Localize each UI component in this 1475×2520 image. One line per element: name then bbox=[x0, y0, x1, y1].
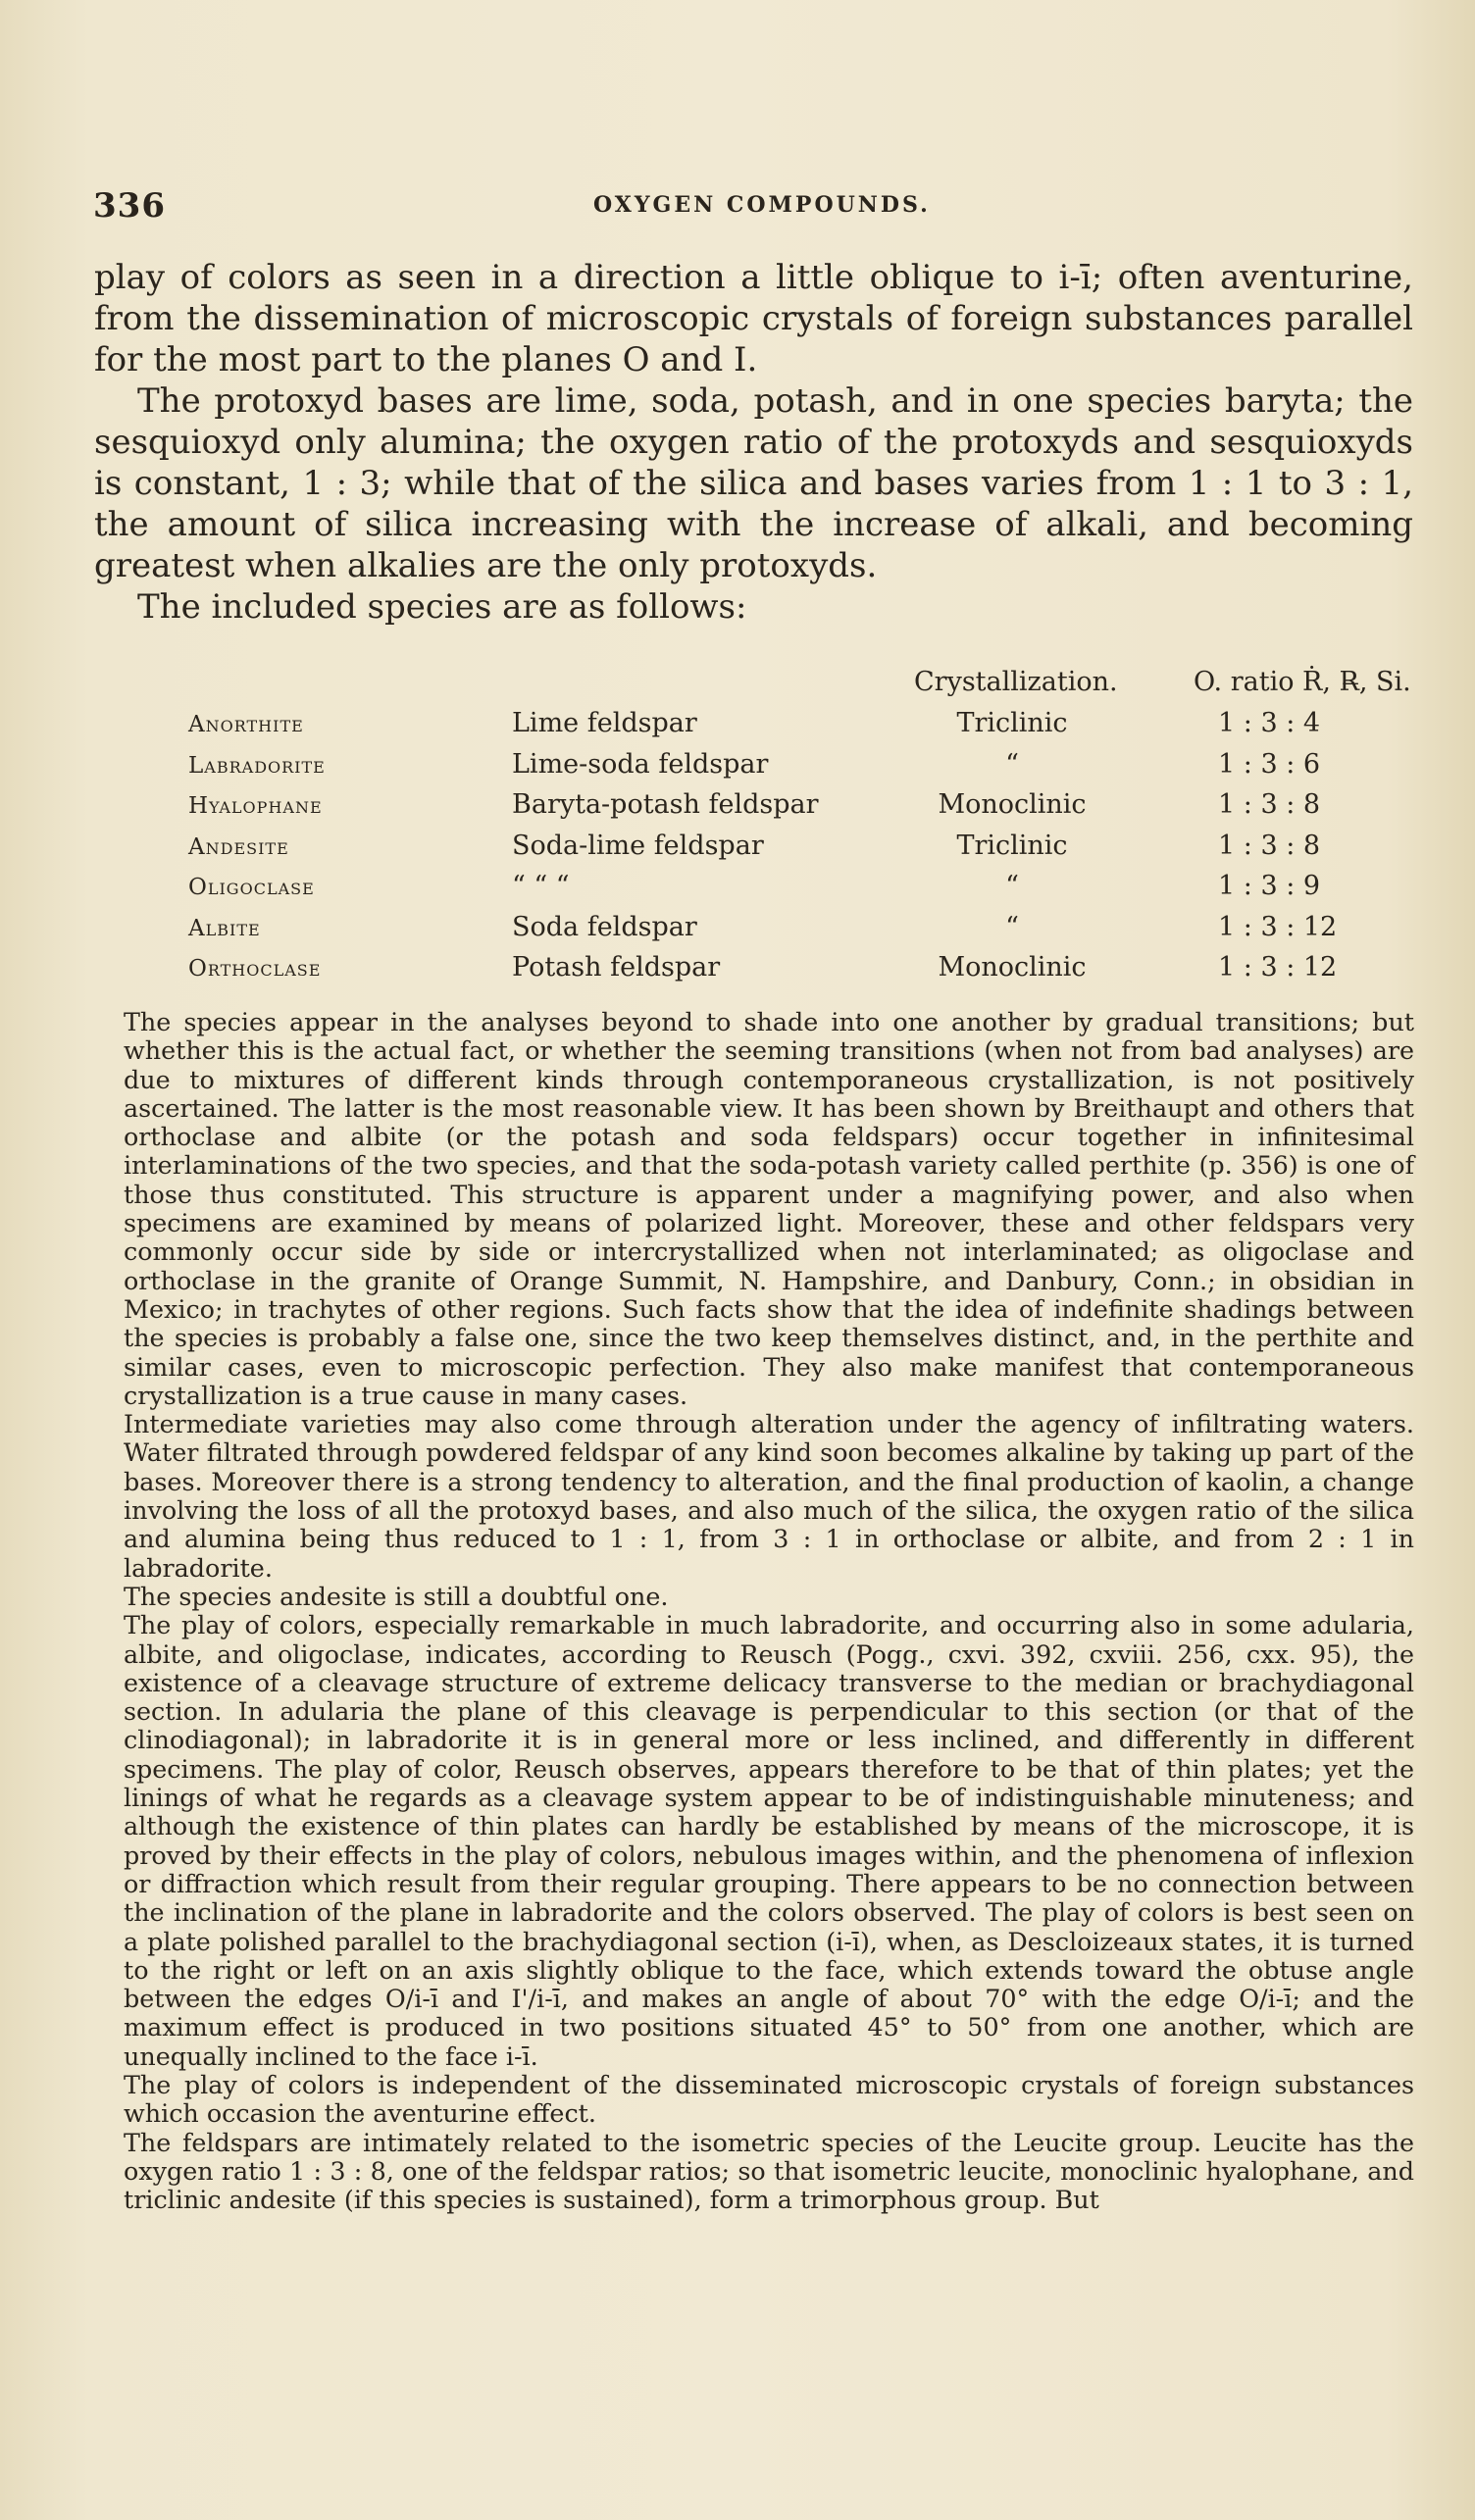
crystal-system: Monoclinic bbox=[938, 952, 1087, 983]
species-name: Oligoclase bbox=[188, 875, 315, 900]
species-name: Orthoclase bbox=[188, 956, 322, 982]
column-header-oxygen-ratio: O. ratio Ṙ, R̶, Si. bbox=[1194, 667, 1411, 697]
body-paragraph-5: The play of colors is independent of the disseminated microscopic crystals of foreign substances which occasion the aventurine effect. bbox=[124, 2069, 1414, 2129]
oxygen-ratio: 1 : 3 : 6 bbox=[1218, 748, 1321, 780]
crystal-system: Monoclinic bbox=[938, 789, 1087, 820]
table-row bbox=[188, 787, 1434, 829]
table-row bbox=[188, 706, 1434, 747]
intro-paragraph-1: play of colors as seen in a direction a little oblique to i-ī; often aventurine, from the dissemination of microscopic crystals of foreign substances parallel for the most part to the planes O and I. bbox=[94, 258, 1413, 379]
species-table bbox=[188, 667, 1434, 991]
common-name: Soda-lime feldspar bbox=[512, 830, 764, 861]
crystal-system: Triclinic bbox=[956, 830, 1068, 861]
oxygen-ratio: 1 : 3 : 8 bbox=[1218, 789, 1321, 820]
intro-paragraph-3: The included species are as follows: bbox=[137, 587, 747, 627]
oxygen-ratio: 1 : 3 : 12 bbox=[1218, 952, 1338, 983]
species-name: Labradorite bbox=[188, 752, 326, 779]
species-name: Andesite bbox=[188, 833, 289, 860]
table-row bbox=[188, 869, 1434, 910]
body-paragraph-4: The play of colors, especially remarkable in much labradorite, and occurring also in some adularia, albite, and oligoclase, indicates, according to Reusch (Pogg., cxvi. 392, cxviii. 256, cxx. 95), the existence of a cleavage structure of extreme delicacy transverse to the median or brachydiagonal section. In adularia the plane of this cleavage is perpendicular to this section (or that of the clinodiagonal); in labradorite it is in general more or less inclined, and differently in different specimens. The play of color, Reusch observes, appears therefore to be that of thin plates; yet the linings of what he regards as a cleavage system appear to be of indistinguishable minuteness; and although the existence of thin plates can hardly be established by means of the microscope, it is proved by their effects in the play of colors, nebulous images within, and the phenomena of inflexion or diffraction which result from their regular grouping. There appears to be no connection between the inclination of the plane in labradorite and the colors observed. The play of colors is best seen on a plate polished parallel to the brachydiagonal section (i-ī), when, as Descloizeaux states, it is turned to the right or left on an axis slightly oblique to the face, which extends toward the obtuse angle between the edges O/i-ī and I'/i-ī, and makes an angle of about 70° with the edge O/i-ī; and the maximum effect is produced in two positions situated 45° to 50° from one another, which are unequally inclined to the face i-ī. bbox=[124, 1610, 1414, 2071]
common-name: Soda feldspar bbox=[512, 911, 697, 942]
crystal-system: “ bbox=[1005, 911, 1019, 942]
body-paragraph-1: The species appear in the analyses beyond to shade into one another by gradual transitions; but whether this is the actual fact, or whether the seeming transitions (when not from bad analyses) are due to mixtures of different kinds through contemporaneous crystallization, is not positively ascertained. The latter is the most reasonable view. It has been shown by Breithaupt and others that orthoclase and albite (or the potash and soda feldspars) occur together in infinitesimal interlaminations of the two species, and that the soda-potash variety called perthite (p. 356) is one of those thus constituted. This structure is apparent under a magnifying power, and also when specimens are examined by means of polarized light. Moreover, these and other feldspars very commonly occur side by side or intercrystallized when not interlaminated; as oligoclase and orthoclase in the granite of Orange Summit, N. Hampshire, and Danbury, Conn.; in obsidian in Mexico; in trachytes of other regions. Such facts show that the idea of indefinite shadings between the species is probably a false one, since the two keep themselves distinct, and, in the perthite and similar cases, even to microscopic perfection. They also make manifest that contemporaneous crystallization is a true cause in many cases. bbox=[124, 1007, 1414, 1410]
table-row bbox=[188, 747, 1434, 788]
oxygen-ratio: 1 : 3 : 9 bbox=[1218, 871, 1321, 901]
species-name: Anorthite bbox=[188, 712, 304, 737]
page-number: 336 bbox=[93, 186, 166, 226]
common-name: Lime-soda feldspar bbox=[512, 748, 769, 780]
species-name: Albite bbox=[188, 915, 261, 941]
table-row bbox=[188, 910, 1434, 951]
body-paragraph-6: The feldspars are intimately related to the isometric species of the Leucite group. Leucite has the oxygen ratio 1 : 3 : 8, one of the feldspar ratios; so that isometric leucite, monoclinic hyalophane, and triclinic andesite (if this species is sustained), form a trimorphous group. But bbox=[124, 2127, 1414, 2215]
body-paragraph-2: Intermediate varieties may also come through alteration under the agency of infiltrating waters. Water filtrated through powdered feldspar of any kind soon becomes alkaline by taking up part of the bases. Moreover there is a strong tendency to alteration, and the final production of kaolin, a change involving the loss of all the protoxyd bases, and also much of the silica, the oxygen ratio of the silica and alumina being thus reduced to 1 : 1, from 3 : 1 in orthoclase or albite, and from 2 : 1 in labradorite. bbox=[124, 1409, 1414, 1583]
common-name: Baryta-potash feldspar bbox=[512, 789, 819, 820]
intro-paragraph-2: The protoxyd bases are lime, soda, potash, and in one species baryta; the sesquioxyd only alumina; the oxygen ratio of the protoxyds and sesquioxyds is constant, 1 : 3; while that of the silica and bases varies from 1 : 1 to 3 : 1, the amount of silica increasing with the increase of alkali, and becoming greatest when alkalies are the only protoxyds. bbox=[94, 381, 1413, 585]
body-text bbox=[124, 1008, 1414, 2214]
page-header bbox=[93, 186, 1388, 226]
running-title: OXYGEN COMPOUNDS. bbox=[593, 192, 931, 218]
oxygen-ratio: 1 : 3 : 12 bbox=[1218, 911, 1338, 942]
table-body bbox=[188, 706, 1434, 991]
oxygen-ratio: 1 : 3 : 8 bbox=[1218, 830, 1321, 861]
body-paragraph-3: The species andesite is still a doubtful one. bbox=[124, 1581, 669, 1611]
crystal-system: “ bbox=[1005, 871, 1019, 901]
crystal-system: “ bbox=[1005, 748, 1019, 780]
common-name: Potash feldspar bbox=[512, 952, 721, 983]
intro-text bbox=[94, 257, 1413, 628]
species-name: Hyalophane bbox=[188, 793, 323, 819]
table-header bbox=[188, 667, 1434, 706]
common-name: “ “ “ bbox=[512, 871, 570, 901]
table-row bbox=[188, 950, 1434, 991]
oxygen-ratio: 1 : 3 : 4 bbox=[1218, 708, 1321, 738]
common-name: Lime feldspar bbox=[512, 708, 697, 738]
column-header-crystallization: Crystallization. bbox=[914, 667, 1118, 697]
crystal-system: Triclinic bbox=[956, 708, 1068, 738]
table-row bbox=[188, 829, 1434, 870]
